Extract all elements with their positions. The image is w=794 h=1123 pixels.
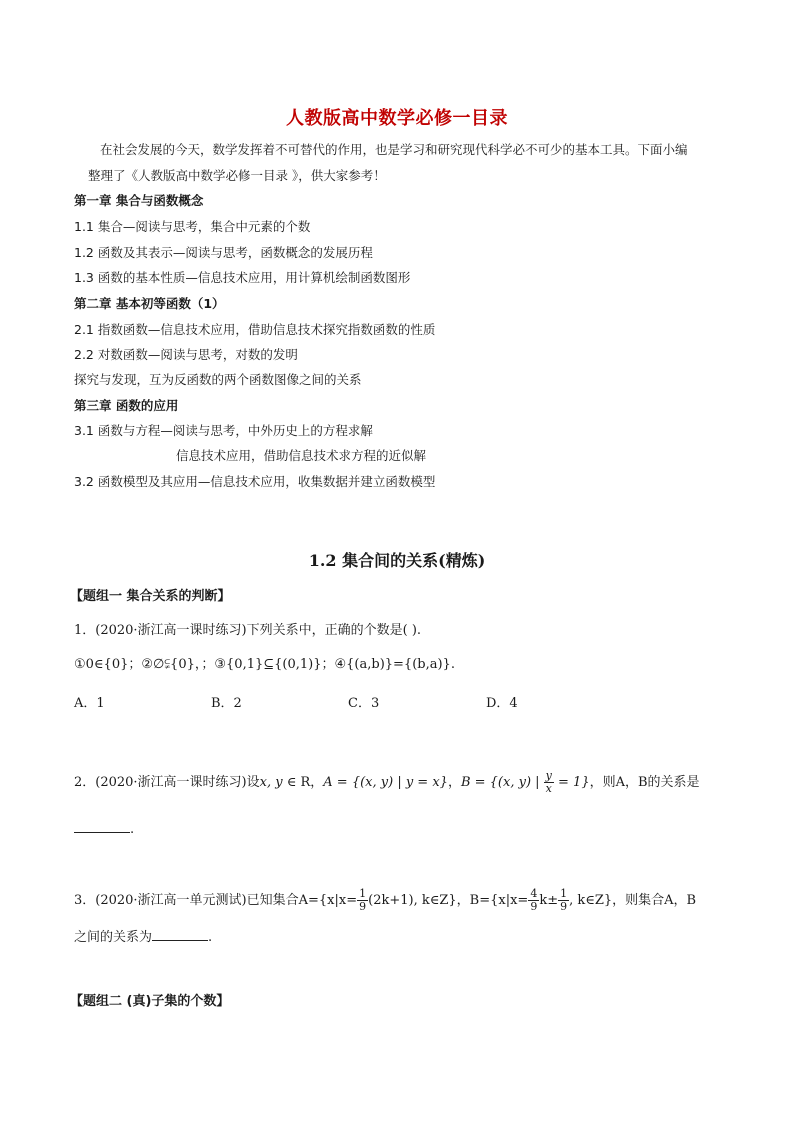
question-3-mid-1: (2k+1), k∈Z}，B={x|x= (368, 893, 529, 908)
toc-item-3-1: 3.1 函数与方程—阅读与思考，中外历史上的方程求解 (74, 423, 373, 438)
question-2-in-r: ∈ R， (282, 775, 324, 790)
question-2-blank[interactable] (74, 820, 130, 833)
question-2-set-b-pre: B = {(x, y) | (460, 775, 544, 790)
question-3-blank[interactable] (152, 928, 208, 941)
toc-item-1-1: 1.1 集合—阅读与思考，集合中元素的个数 (74, 219, 311, 234)
toc-item-1-2: 1.2 函数及其表示—阅读与思考，函数概念的发展历程 (74, 245, 373, 260)
doc-title: 人教版高中数学必修一目录 (286, 108, 508, 129)
question-3-fraction-1 (357, 888, 368, 913)
toc-item-2-2: 2.2 对数函数—阅读与思考，对数的发明 (74, 347, 298, 362)
question-2-set-b-post: = 1} (553, 775, 590, 790)
toc-item-3-1-sub: 信息技术应用，借助信息技术求方程的近似解 (176, 448, 427, 463)
question-1-option-d: D．4 (486, 696, 518, 711)
question-3-f2-num: 4 (530, 887, 538, 900)
question-3-f3-den: 9 (560, 900, 568, 913)
toc-item-2-extra: 探究与发现，互为反函数的两个函数图像之间的关系 (74, 372, 362, 387)
question-2-fraction (544, 770, 554, 795)
question-2-prefix: 2．(2020·浙江高一课时练习)设 (74, 775, 260, 790)
question-1-option-b: B．2 (211, 696, 242, 711)
question-2-set-a: A = {(x, y) | y = x} (323, 775, 448, 790)
chapter-3-heading: 第三章 函数的应用 (74, 398, 179, 413)
question-3-f1-num: 1 (359, 887, 367, 900)
chapter-1-heading: 第一章 集合与函数概念 (74, 193, 204, 208)
toc-item-1-3: 1.3 函数的基本性质—信息技术应用，用计算机绘制函数图形 (74, 270, 411, 285)
question-3-stem (74, 888, 696, 913)
question-3-line-2 (74, 926, 212, 945)
question-1-expression: ①0∈{0}；②∅⫋{0}，；③{0,1}⊆{(0,1)}；④{(a,b)}={(b,a)}. (74, 657, 455, 672)
question-3-prefix: 3．(2020·浙江高一单元测试)已知集合A={x|x= (74, 893, 358, 908)
question-1-stem: 1．(2020·浙江高一课时练习)下列关系中，正确的个数是( ). (74, 623, 422, 638)
question-2-answer-line (74, 820, 134, 837)
question-group-2-heading: 【题组二 (真)子集的个数】 (70, 994, 230, 1009)
question-2-comma: ， (447, 775, 461, 790)
question-2-frac-num: y (545, 769, 552, 782)
question-group-1-heading: 【题组一 集合关系的判断】 (70, 589, 231, 604)
question-3-f1-den: 9 (359, 900, 367, 913)
intro-paragraph-line-2: 整理了《人教版高中数学必修一目录 》，供大家参考！ (88, 168, 386, 183)
question-2-stem (74, 770, 700, 795)
question-3-end: . (208, 930, 213, 945)
toc-item-3-2: 3.2 函数模型及其应用—信息技术应用，收集数据并建立函数模型 (74, 474, 436, 489)
question-3-f2-den: 9 (530, 900, 538, 913)
chapter-2-heading: 第二章 基本初等函数（1） (74, 296, 225, 311)
question-2-vars: x, y (259, 775, 283, 790)
question-3-f3-num: 1 (560, 887, 568, 900)
question-3-mid-2: k± (539, 893, 559, 908)
question-1-option-c: C．3 (348, 696, 380, 711)
question-3-line-2-text: 之间的关系为 (74, 930, 153, 945)
toc-item-2-1: 2.1 指数函数—信息技术应用，借助信息技术探究指数函数的性质 (74, 322, 436, 337)
question-2-suffix: ，则A，B的关系是 (589, 775, 700, 790)
question-1-option-a: A．1 (74, 696, 105, 711)
intro-paragraph-line-1: 在社会发展的今天，数学发挥着不可替代的作用，也是学习和研究现代科学必不可少的基本工具。下面小编 (100, 142, 688, 157)
question-2-end: . (130, 822, 135, 837)
question-3-mid-3: , k∈Z}，则集合A，B (569, 893, 697, 908)
question-3-fraction-3 (558, 888, 569, 913)
section-title: 1.2 集合间的关系(精炼) (308, 551, 486, 570)
question-2-frac-den: x (545, 782, 552, 795)
question-3-fraction-2 (528, 888, 539, 913)
